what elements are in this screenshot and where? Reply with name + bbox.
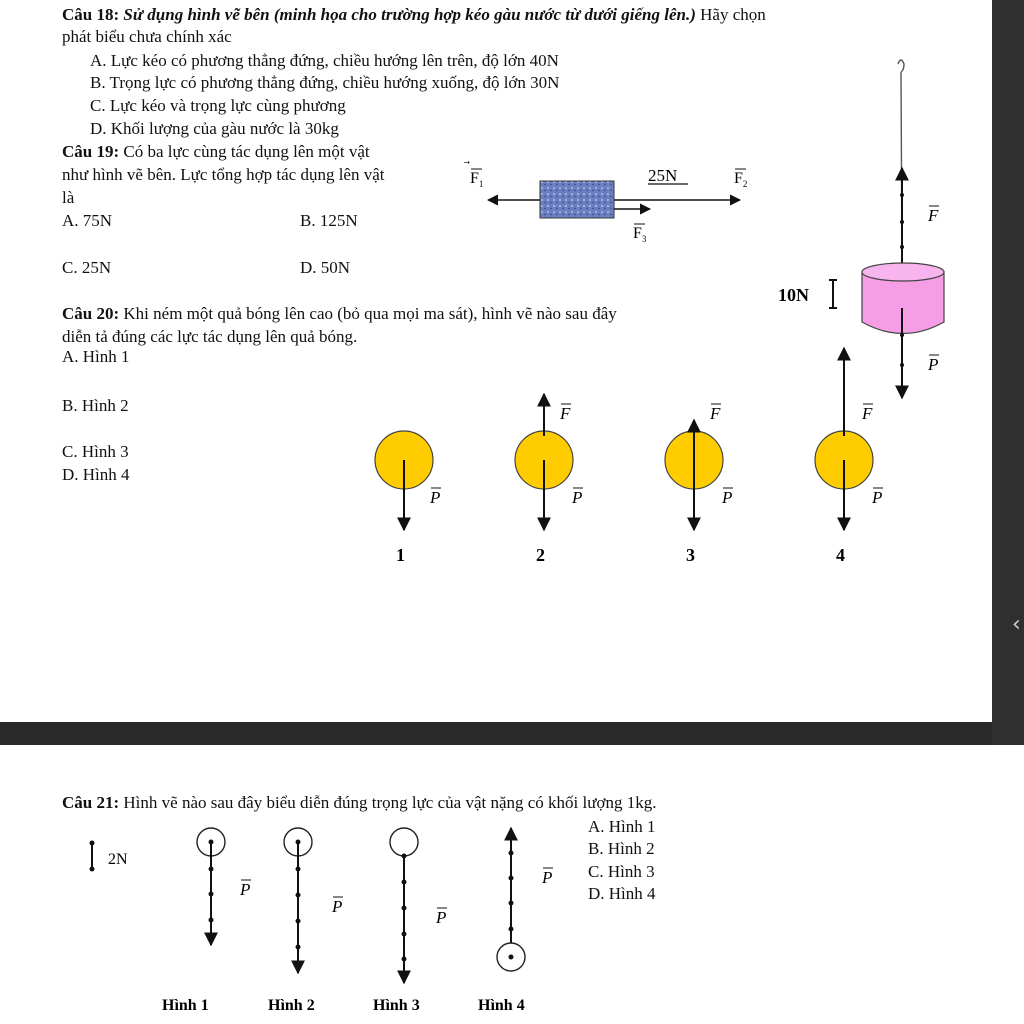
q21-number: Câu 21: [62, 793, 120, 812]
q18-tail: Hãy chọn [695, 5, 766, 24]
ball-4-f: F [862, 404, 873, 423]
scale-10n: 10N [778, 285, 809, 305]
q18-number: Câu 18: [62, 5, 120, 24]
q20-option-d: D. Hình 4 [62, 465, 130, 484]
ball-1-p: P [430, 488, 441, 507]
ball-4-p: P [872, 488, 883, 507]
mass [390, 828, 418, 856]
block [540, 181, 614, 218]
q21-figure-4 [478, 828, 553, 1014]
bucket-rim [862, 263, 944, 281]
q19-option-c: C. 25N [62, 258, 112, 277]
fig2-caption: Hình 2 [268, 997, 315, 1014]
f3-label: $F_3$ [633, 225, 647, 244]
q21-option-d: D. Hình 4 [588, 884, 656, 903]
q20-ball-3 [665, 404, 733, 565]
bucket-diagram [778, 60, 944, 398]
document-page-2 [0, 745, 1024, 1024]
q20-option-b: B. Hình 2 [62, 396, 129, 415]
q19-force-diagram [463, 161, 747, 244]
fig1-caption: Hình 1 [162, 997, 209, 1014]
q20-option-a: A. Hình 1 [62, 347, 130, 366]
q18-italic-text: Sử dụng hình vẽ bên (minh họa cho trường hợp kéo gàu nước từ dưới giếng lên.) [123, 5, 696, 24]
q21-text: Hình vẽ nào sau đây biểu diễn đúng trọng lực của vật nặng có khối lượng 1kg. [119, 793, 657, 812]
fig2-p: P [332, 897, 343, 916]
q18-option-b: B. Trọng lực có phương thẳng đứng, chiều hướng xuống, độ lớn 30N [90, 73, 560, 92]
ball-3-f: F [710, 404, 721, 423]
q18-option-c: C. Lực kéo và trọng lực cùng phương [90, 96, 346, 115]
fig3-caption: Hình 3 [373, 997, 420, 1014]
q20-line-2: diễn tả đúng các lực tác dụng lên quả bóng. [62, 327, 358, 346]
fig4-caption: Hình 4 [478, 997, 525, 1014]
q19-line-3: là [62, 188, 75, 207]
q21-figure-1 [162, 828, 251, 1014]
q18-line-2: phát biểu chưa chính xác [62, 27, 232, 46]
ball-2-number: 2 [536, 545, 545, 565]
q19-option-d: D. 50N [300, 258, 351, 277]
q19-option-b: B. 125N [300, 211, 358, 230]
q18-option-a: A. Lực kéo có phương thẳng đứng, chiều hướng lên trên, độ lớn 40N [90, 51, 559, 70]
q19-text-1: Có ba lực cùng tác dụng lên một vật [119, 142, 370, 161]
q21-option-a: A. Hình 1 [588, 817, 656, 836]
ball-3-number: 3 [686, 545, 695, 565]
fig1-p: P [240, 880, 251, 899]
q19-line-2: như hình vẽ bên. Lực tổng hợp tác dụng lên vật [62, 165, 385, 184]
ball-2-p: P [572, 488, 583, 507]
q19-number: Câu 19: [62, 142, 120, 161]
q19-option-a: A. 75N [62, 211, 113, 230]
q18-option-d: D. Khối lượng của gàu nước là 30kg [90, 119, 339, 138]
page-2-figures [0, 745, 1024, 1024]
bucket-f-label: F [928, 206, 939, 225]
f1-vector-arrow [463, 161, 470, 164]
q21-figure-3 [373, 828, 447, 1014]
pulley-hook [898, 60, 904, 72]
q20-ball-4 [815, 348, 883, 565]
ball-3-p: P [722, 488, 733, 507]
side-arrow-icon[interactable]: ‹ [1012, 612, 1021, 637]
page-gap [0, 722, 1024, 745]
fig3-p: P [436, 908, 447, 927]
fig4-p: P [542, 868, 553, 887]
f1-label: $F_1$ [470, 170, 484, 189]
q20-ball-2 [515, 394, 583, 565]
bucket-p-label: P [928, 355, 939, 374]
scale-25n: 25N [648, 166, 678, 185]
scale-2n: 2N [108, 851, 128, 868]
q20-number: Câu 20: [62, 304, 120, 323]
ball-1-number: 1 [396, 545, 405, 565]
q20-option-c: C. Hình 3 [62, 442, 129, 461]
q21-option-c: C. Hình 3 [588, 862, 655, 881]
q20-ball-1 [375, 431, 441, 565]
ball-4-number: 4 [836, 545, 845, 565]
q20-text-1: Khi ném một quả bóng lên cao (bỏ qua mọi ma sát), hình vẽ nào sau đây [119, 304, 617, 323]
ball-2-f: F [560, 404, 571, 423]
q21-figure-2 [268, 828, 343, 1014]
q21-scale [90, 841, 129, 872]
f2-label: $F_2$ [734, 170, 748, 189]
q21-option-b: B. Hình 2 [588, 839, 655, 858]
